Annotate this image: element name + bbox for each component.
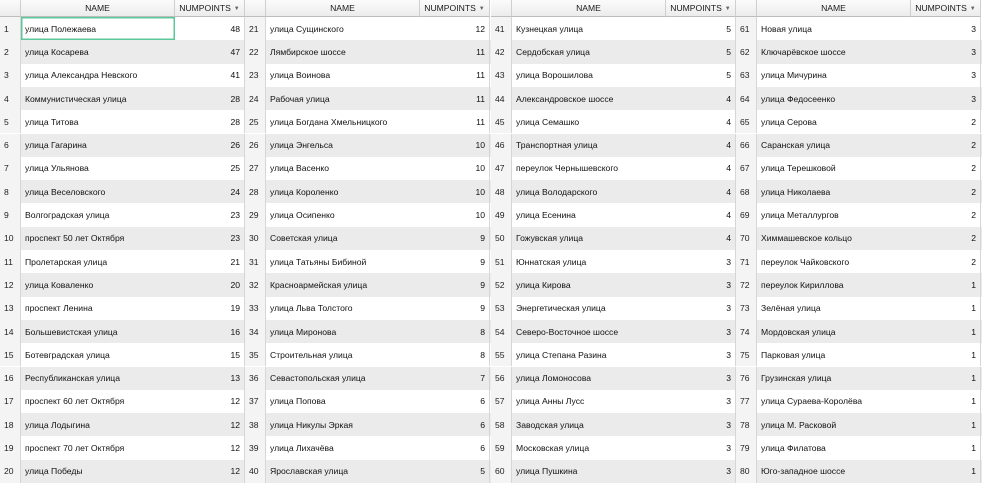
numpoints-cell[interactable]: 23 [175,203,245,226]
numpoints-cell[interactable]: 23 [175,227,245,250]
numpoints-cell[interactable]: 4 [666,134,736,157]
name-cell[interactable]: улица Коваленко [25,279,94,290]
name-cell[interactable]: Гожувская улица [516,233,584,244]
row-number[interactable]: 45 [491,110,512,133]
numpoints-cell[interactable]: 28 [175,110,245,133]
row-number[interactable]: 57 [491,390,512,413]
row-number[interactable]: 56 [491,367,512,390]
table-row[interactable] [0,413,982,436]
name-cell[interactable]: улица Семашко [516,116,580,127]
numpoints-cell[interactable]: 6 [420,390,490,413]
numpoints-cell[interactable]: 3 [666,436,736,459]
row-number[interactable]: 34 [245,320,266,343]
row-number[interactable]: 6 [0,134,21,157]
numpoints-cell[interactable]: 5 [666,64,736,87]
name-cell[interactable]: Парковая улица [761,349,826,360]
name-cell[interactable]: Ботевградская улица [25,349,110,360]
row-number[interactable]: 32 [245,273,266,296]
numpoints-cell[interactable]: 9 [420,227,490,250]
numpoints-cell[interactable]: 11 [420,64,490,87]
numpoints-cell[interactable]: 1 [911,343,981,366]
numpoints-cell[interactable]: 10 [420,134,490,157]
numpoints-cell[interactable]: 4 [666,203,736,226]
numpoints-cell[interactable]: 5 [666,40,736,63]
name-cell[interactable]: улица Сущинского [270,23,344,34]
row-number[interactable]: 9 [0,203,21,226]
numpoints-cell[interactable]: 12 [175,436,245,459]
row-number[interactable]: 14 [0,320,21,343]
name-cell[interactable]: улица Льва Толстого [270,303,353,314]
column-header-numpoints[interactable] [420,0,490,17]
numpoints-cell[interactable]: 41 [175,64,245,87]
numpoints-cell[interactable]: 10 [420,180,490,203]
name-cell[interactable]: Республиканская улица [25,373,120,384]
name-cell[interactable]: улица Попова [270,396,326,407]
name-cell[interactable]: Строительная улица [270,349,353,360]
table-row[interactable] [0,134,982,157]
row-number[interactable]: 26 [245,134,266,157]
name-cell[interactable]: Сердобская улица [516,46,590,57]
name-cell[interactable]: Юго-западное шоссе [761,466,846,477]
name-cell[interactable]: Новая улица [761,23,812,34]
table-row[interactable] [0,180,982,203]
row-number[interactable]: 25 [245,110,266,133]
column-header-name[interactable] [21,0,175,17]
numpoints-cell[interactable]: 3 [666,460,736,483]
table-row[interactable] [0,367,982,390]
numpoints-cell[interactable]: 3 [666,343,736,366]
name-cell[interactable]: проспект 70 лет Октября [25,443,125,454]
numpoints-cell[interactable]: 8 [420,320,490,343]
numpoints-cell[interactable]: 12 [175,460,245,483]
sort-desc-icon[interactable]: ▼ [478,6,485,12]
name-cell[interactable]: Грузинская улица [761,373,832,384]
row-number[interactable]: 47 [491,157,512,180]
row-number[interactable]: 51 [491,250,512,273]
numpoints-cell[interactable]: 3 [911,17,981,40]
header-corner [0,0,21,17]
name-cell[interactable]: Ключарёвское шоссе [761,46,846,57]
column-header-numpoints[interactable] [911,0,981,17]
numpoints-cell[interactable]: 3 [666,273,736,296]
header-corner [736,0,757,17]
numpoints-cell[interactable]: 11 [420,87,490,110]
name-cell[interactable]: улица Пушкина [516,466,578,477]
name-cell[interactable]: Северо-Восточное шоссе [516,326,619,337]
numpoints-cell[interactable]: 47 [175,40,245,63]
row-number[interactable]: 61 [736,17,757,40]
numpoints-cell[interactable]: 3 [666,413,736,436]
table-row[interactable] [0,297,982,320]
name-cell[interactable]: улица Ломоносова [516,373,592,384]
numpoints-cell[interactable]: 10 [420,157,490,180]
header-corner [491,0,512,17]
numpoints-cell[interactable]: 6 [420,413,490,436]
header-corner [245,0,266,17]
row-number[interactable]: 80 [736,460,757,483]
name-cell[interactable]: Александровское шоссе [516,93,614,104]
column-header-numpoints[interactable] [175,0,245,17]
name-cell[interactable]: улица Володарского [516,186,598,197]
numpoints-cell[interactable]: 2 [911,157,981,180]
numpoints-cell[interactable]: 4 [666,180,736,203]
table-row[interactable] [0,436,982,459]
table-row[interactable] [0,460,982,483]
numpoints-cell[interactable]: 21 [175,250,245,273]
row-number[interactable]: 53 [491,297,512,320]
row-number[interactable]: 15 [0,343,21,366]
name-cell[interactable]: улица Победы [25,466,83,477]
name-cell[interactable]: улица Александра Невского [25,70,138,81]
name-cell[interactable]: Лямбирское шоссе [270,46,346,57]
column-header-name[interactable] [266,0,420,17]
name-cell[interactable]: улица Энгельса [270,140,333,151]
name-cell[interactable]: Транспортная улица [516,140,598,151]
name-cell[interactable]: переулок Чернышевского [516,163,619,174]
row-number[interactable]: 41 [491,17,512,40]
numpoints-cell[interactable]: 2 [911,180,981,203]
table-row[interactable] [0,17,982,40]
numpoints-cell[interactable]: 28 [175,87,245,110]
table-row[interactable] [0,87,982,110]
row-number[interactable]: 10 [0,227,21,250]
name-cell[interactable]: улица Татьяны Бибиной [270,256,367,267]
name-cell[interactable]: улица Терешковой [761,163,836,174]
table-row[interactable] [0,64,982,87]
numpoints-cell[interactable]: 20 [175,273,245,296]
row-number[interactable]: 54 [491,320,512,343]
table-row[interactable] [0,110,982,133]
numpoints-cell[interactable]: 1 [911,413,981,436]
row-number[interactable]: 69 [736,203,757,226]
name-cell[interactable]: улица Степана Разина [516,349,607,360]
row-number[interactable]: 55 [491,343,512,366]
numpoints-cell[interactable]: 3 [666,250,736,273]
name-cell[interactable]: Зелёная улица [761,303,821,314]
row-number[interactable]: 78 [736,413,757,436]
row-number[interactable]: 39 [245,436,266,459]
name-cell[interactable]: Юннатская улица [516,256,587,267]
name-cell[interactable]: Заводская улица [516,419,584,430]
numpoints-cell[interactable]: 2 [911,134,981,157]
numpoints-cell[interactable]: 3 [666,367,736,390]
row-number[interactable]: 18 [0,413,21,436]
numpoints-cell[interactable]: 6 [420,436,490,459]
row-number[interactable]: 20 [0,460,21,483]
row-number[interactable]: 76 [736,367,757,390]
numpoints-cell[interactable]: 4 [666,110,736,133]
numpoints-cell[interactable]: 26 [175,134,245,157]
name-cell[interactable]: улица Филатова [761,443,826,454]
column-header-label: NUMPOINTS [179,3,231,13]
name-cell[interactable]: улица Сураева-Королёва [761,396,863,407]
row-number[interactable]: 44 [491,87,512,110]
column-header-label: NUMPOINTS [670,3,722,13]
numpoints-cell[interactable]: 25 [175,157,245,180]
row-number[interactable]: 1 [0,17,21,40]
numpoints-cell[interactable]: 16 [175,320,245,343]
numpoints-cell[interactable]: 11 [420,110,490,133]
row-number[interactable]: 72 [736,273,757,296]
numpoints-cell[interactable]: 7 [420,367,490,390]
row-number[interactable]: 30 [245,227,266,250]
row-number[interactable]: 22 [245,40,266,63]
numpoints-cell[interactable]: 1 [911,390,981,413]
row-number[interactable]: 52 [491,273,512,296]
row-number[interactable]: 16 [0,367,21,390]
name-cell[interactable]: Большевистская улица [25,326,118,337]
row-number[interactable]: 65 [736,110,757,133]
row-number[interactable]: 17 [0,390,21,413]
name-cell[interactable]: улица Николаева [761,186,831,197]
numpoints-cell[interactable]: 12 [175,413,245,436]
row-number[interactable]: 19 [0,436,21,459]
table-row[interactable] [0,203,982,226]
numpoints-cell[interactable]: 4 [666,157,736,180]
numpoints-cell[interactable]: 2 [911,110,981,133]
row-number[interactable]: 73 [736,297,757,320]
numpoints-cell[interactable]: 4 [666,227,736,250]
row-number[interactable]: 49 [491,203,512,226]
name-cell[interactable]: Саранская улица [761,140,831,151]
numpoints-cell[interactable]: 3 [666,320,736,343]
row-number[interactable]: 50 [491,227,512,250]
numpoints-cell[interactable]: 1 [911,436,981,459]
numpoints-cell[interactable]: 9 [420,273,490,296]
table-row[interactable] [0,157,982,180]
row-number[interactable]: 8 [0,180,21,203]
row-number[interactable]: 37 [245,390,266,413]
name-cell[interactable]: улица М. Расковой [761,419,837,430]
numpoints-cell[interactable]: 19 [175,297,245,320]
column-header-label: NUMPOINTS [915,3,967,13]
row-number[interactable]: 40 [245,460,266,483]
numpoints-cell[interactable]: 3 [911,87,981,110]
numpoints-cell[interactable]: 1 [911,297,981,320]
row-number[interactable]: 66 [736,134,757,157]
name-cell[interactable]: проспект Ленина [25,303,93,314]
row-number[interactable]: 4 [0,87,21,110]
row-number[interactable]: 67 [736,157,757,180]
row-number[interactable]: 2 [0,40,21,63]
row-number[interactable]: 24 [245,87,266,110]
row-number[interactable]: 12 [0,273,21,296]
sort-desc-icon[interactable]: ▼ [969,6,976,12]
numpoints-cell[interactable]: 3 [911,40,981,63]
numpoints-cell[interactable]: 1 [911,367,981,390]
numpoints-cell[interactable]: 2 [911,227,981,250]
row-number[interactable]: 5 [0,110,21,133]
row-number[interactable]: 62 [736,40,757,63]
name-cell[interactable]: улица Миронова [270,326,337,337]
row-number[interactable]: 38 [245,413,266,436]
numpoints-cell[interactable]: 9 [420,250,490,273]
name-cell[interactable]: Волгоградская улица [25,210,110,221]
name-cell[interactable]: Кузнецкая улица [516,23,584,34]
numpoints-cell[interactable]: 4 [666,87,736,110]
name-cell[interactable]: переулок Кириллова [761,279,844,290]
row-number[interactable]: 29 [245,203,266,226]
numpoints-cell[interactable]: 12 [420,17,490,40]
sort-desc-icon[interactable]: ▼ [233,6,240,12]
name-cell[interactable]: Мордовская улица [761,326,836,337]
table-row[interactable] [0,250,982,273]
row-number[interactable]: 68 [736,180,757,203]
column-header-name[interactable] [512,0,666,17]
name-cell[interactable]: улица Косарева [25,46,89,57]
row-number[interactable]: 70 [736,227,757,250]
numpoints-cell[interactable]: 2 [911,203,981,226]
table-row[interactable] [0,273,982,296]
row-number[interactable]: 27 [245,157,266,180]
name-cell[interactable]: улица Кирова [516,279,571,290]
name-cell[interactable]: Энергетическая улица [516,303,606,314]
name-cell[interactable]: улица Осипенко [270,210,335,221]
table-row[interactable] [0,390,982,413]
numpoints-cell[interactable]: 15 [175,343,245,366]
column-header-label: NAME [576,3,601,13]
name-cell[interactable]: улица Веселовского [25,186,106,197]
name-cell[interactable]: улица Серова [761,116,817,127]
table-header [0,0,982,17]
row-number[interactable]: 48 [491,180,512,203]
row-number[interactable]: 36 [245,367,266,390]
name-cell[interactable]: Пролетарская улица [25,256,108,267]
name-cell[interactable]: Ярославская улица [270,466,349,477]
row-number[interactable]: 63 [736,64,757,87]
column-header-name[interactable] [757,0,911,17]
sort-desc-icon[interactable]: ▼ [724,6,731,12]
table-row[interactable] [0,320,982,343]
row-number[interactable]: 46 [491,134,512,157]
row-number[interactable]: 13 [0,297,21,320]
column-header-label: NAME [821,3,846,13]
numpoints-cell[interactable]: 1 [911,273,981,296]
row-number[interactable]: 43 [491,64,512,87]
row-number[interactable]: 42 [491,40,512,63]
name-cell[interactable]: улица Никулы Эркая [270,419,353,430]
numpoints-cell[interactable]: 10 [420,203,490,226]
name-cell[interactable]: улица Ворошилова [516,70,593,81]
row-number[interactable]: 28 [245,180,266,203]
name-cell[interactable]: Рабочая улица [270,93,330,104]
numpoints-cell[interactable]: 1 [911,460,981,483]
row-number[interactable]: 75 [736,343,757,366]
column-header-label: NUMPOINTS [424,3,476,13]
row-number[interactable]: 79 [736,436,757,459]
column-header-label: NAME [85,3,110,13]
numpoints-cell[interactable]: 11 [420,40,490,63]
numpoints-cell[interactable]: 13 [175,367,245,390]
name-cell[interactable]: улица Гагарина [25,140,87,151]
name-cell[interactable]: Советская улица [270,233,338,244]
name-cell[interactable]: Московская улица [516,443,590,454]
numpoints-cell[interactable]: 24 [175,180,245,203]
table-row[interactable] [0,343,982,366]
name-cell[interactable]: улица Лихачёва [270,443,334,454]
row-number[interactable]: 11 [0,250,21,273]
row-number[interactable]: 77 [736,390,757,413]
name-cell[interactable]: улица Федосеенко [761,93,836,104]
name-cell[interactable]: улица Анны Лусс [516,396,585,407]
name-cell[interactable]: улица Воинова [270,70,331,81]
name-cell[interactable]: улица Полежаева [21,17,175,40]
table-row[interactable] [0,227,982,250]
name-cell[interactable]: Коммунистическая улица [25,93,127,104]
numpoints-cell[interactable]: 5 [420,460,490,483]
row-number[interactable]: 64 [736,87,757,110]
numpoints-cell[interactable]: 1 [911,320,981,343]
row-number[interactable]: 71 [736,250,757,273]
name-cell[interactable]: улица Лодыгина [25,419,90,430]
column-header-numpoints[interactable] [666,0,736,17]
table-row[interactable] [0,40,982,63]
row-number[interactable]: 23 [245,64,266,87]
name-cell[interactable]: улица Металлургов [761,210,839,221]
row-number[interactable]: 59 [491,436,512,459]
numpoints-cell[interactable]: 12 [175,390,245,413]
name-cell[interactable]: улица Есенина [516,210,576,221]
name-cell[interactable]: проспект 50 лет Октября [25,233,125,244]
row-number[interactable]: 3 [0,64,21,87]
name-cell[interactable]: Севастопольская улица [270,373,366,384]
name-cell[interactable]: улица Богдана Хмельницкого [270,116,388,127]
row-number[interactable]: 31 [245,250,266,273]
numpoints-cell[interactable]: 3 [911,64,981,87]
name-cell[interactable]: переулок Чайковского [761,256,850,267]
name-cell[interactable]: улица Короленко [270,186,339,197]
numpoints-cell[interactable]: 48 [175,17,245,40]
name-cell[interactable]: проспект 60 лет Октября [25,396,125,407]
name-cell[interactable]: улица Васенко [270,163,329,174]
name-cell[interactable]: Красноармейская улица [270,279,368,290]
name-cell[interactable]: Химмашевское кольцо [761,233,852,244]
row-number[interactable]: 7 [0,157,21,180]
name-cell[interactable]: улица Ульянова [25,163,89,174]
numpoints-cell[interactable]: 8 [420,343,490,366]
numpoints-cell[interactable]: 9 [420,297,490,320]
row-number[interactable]: 35 [245,343,266,366]
numpoints-cell[interactable]: 2 [911,250,981,273]
column-header-label: NAME [330,3,355,13]
row-number[interactable]: 33 [245,297,266,320]
row-number[interactable]: 21 [245,17,266,40]
name-cell[interactable]: улица Титова [25,116,79,127]
numpoints-cell[interactable]: 3 [666,390,736,413]
name-cell[interactable]: улица Мичурина [761,70,827,81]
row-number[interactable]: 60 [491,460,512,483]
numpoints-cell[interactable]: 5 [666,17,736,40]
row-number[interactable]: 74 [736,320,757,343]
numpoints-cell[interactable]: 3 [666,297,736,320]
row-number[interactable]: 58 [491,413,512,436]
